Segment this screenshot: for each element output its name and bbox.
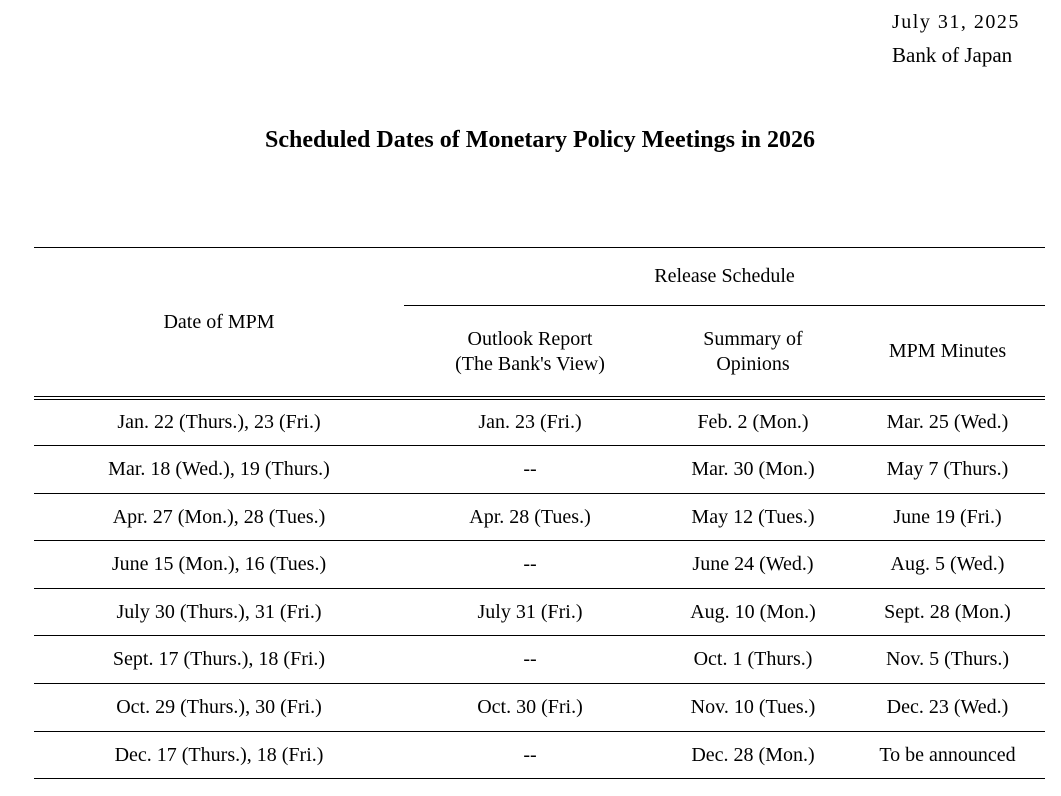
cell-mpm-date: July 30 (Thurs.), 31 (Fri.) <box>116 601 322 623</box>
header-date-of-mpm: Date of MPM <box>163 311 275 333</box>
cell-minutes: Dec. 23 (Wed.) <box>886 696 1009 718</box>
table-bottom-border <box>34 778 1045 779</box>
cell-mpm-date: Oct. 29 (Thurs.), 30 (Fri.) <box>116 696 322 718</box>
table-row <box>34 732 1045 779</box>
cell-summary: Feb. 2 (Mon.) <box>697 411 809 433</box>
table-row <box>34 494 1045 541</box>
header-summary-line1: Summary of <box>703 328 803 350</box>
header-summary-of-opinions <box>656 327 850 377</box>
cell-minutes: June 19 (Fri.) <box>893 506 1002 528</box>
cell-outlook: -- <box>523 553 537 575</box>
header-summary-line2: Opinions <box>716 353 790 375</box>
table-top-border <box>34 247 1045 248</box>
cell-minutes: Aug. 5 (Wed.) <box>890 553 1005 575</box>
table-row <box>34 399 1045 446</box>
cell-summary: Mar. 30 (Mon.) <box>691 458 815 480</box>
cell-minutes: To be announced <box>879 744 1016 766</box>
cell-summary: May 12 (Tues.) <box>691 506 815 528</box>
cell-outlook: July 31 (Fri.) <box>477 601 583 623</box>
cell-mpm-date: Mar. 18 (Wed.), 19 (Thurs.) <box>108 458 330 480</box>
table-row <box>34 636 1045 683</box>
cell-outlook: -- <box>523 744 537 766</box>
cell-mpm-date: June 15 (Mon.), 16 (Tues.) <box>111 553 327 575</box>
cell-outlook: Apr. 28 (Tues.) <box>469 506 591 528</box>
header-double-line-top <box>34 396 1045 397</box>
header-outlook-line1: Outlook Report <box>467 328 593 350</box>
cell-outlook: -- <box>523 648 537 670</box>
release-date: July 31, 2025 <box>892 11 1020 33</box>
table-row <box>34 446 1045 493</box>
cell-mpm-date: Dec. 17 (Thurs.), 18 (Fri.) <box>114 744 324 766</box>
table-row <box>34 589 1045 636</box>
cell-outlook: Oct. 30 (Fri.) <box>477 696 583 718</box>
table-row <box>34 684 1045 731</box>
release-schedule-divider <box>404 305 1045 306</box>
document-meta <box>892 6 1020 72</box>
table-row <box>34 541 1045 588</box>
header-mpm-minutes: MPM Minutes <box>888 340 1007 362</box>
cell-mpm-date: Apr. 27 (Mon.), 28 (Tues.) <box>112 506 326 528</box>
cell-summary: Nov. 10 (Tues.) <box>690 696 816 718</box>
cell-summary: June 24 (Wed.) <box>692 553 814 575</box>
cell-summary: Oct. 1 (Thurs.) <box>693 648 813 670</box>
header-outlook-line2: (The Bank's View) <box>455 353 605 375</box>
cell-minutes: Mar. 25 (Wed.) <box>886 411 1009 433</box>
page-title: Scheduled Dates of Monetary Policy Meetings in 2026 <box>265 127 815 153</box>
cell-outlook: -- <box>523 458 537 480</box>
header-release-schedule: Release Schedule <box>654 265 795 287</box>
cell-minutes: Nov. 5 (Thurs.) <box>885 648 1010 670</box>
cell-outlook: Jan. 23 (Fri.) <box>478 411 582 433</box>
organization-name: Bank of Japan <box>892 43 1013 67</box>
header-outlook-report <box>404 327 656 377</box>
cell-mpm-date: Jan. 22 (Thurs.), 23 (Fri.) <box>117 411 321 433</box>
cell-summary: Dec. 28 (Mon.) <box>691 744 815 766</box>
cell-summary: Aug. 10 (Mon.) <box>690 601 816 623</box>
cell-mpm-date: Sept. 17 (Thurs.), 18 (Fri.) <box>112 648 326 670</box>
cell-minutes: May 7 (Thurs.) <box>886 458 1009 480</box>
cell-minutes: Sept. 28 (Mon.) <box>884 601 1011 623</box>
